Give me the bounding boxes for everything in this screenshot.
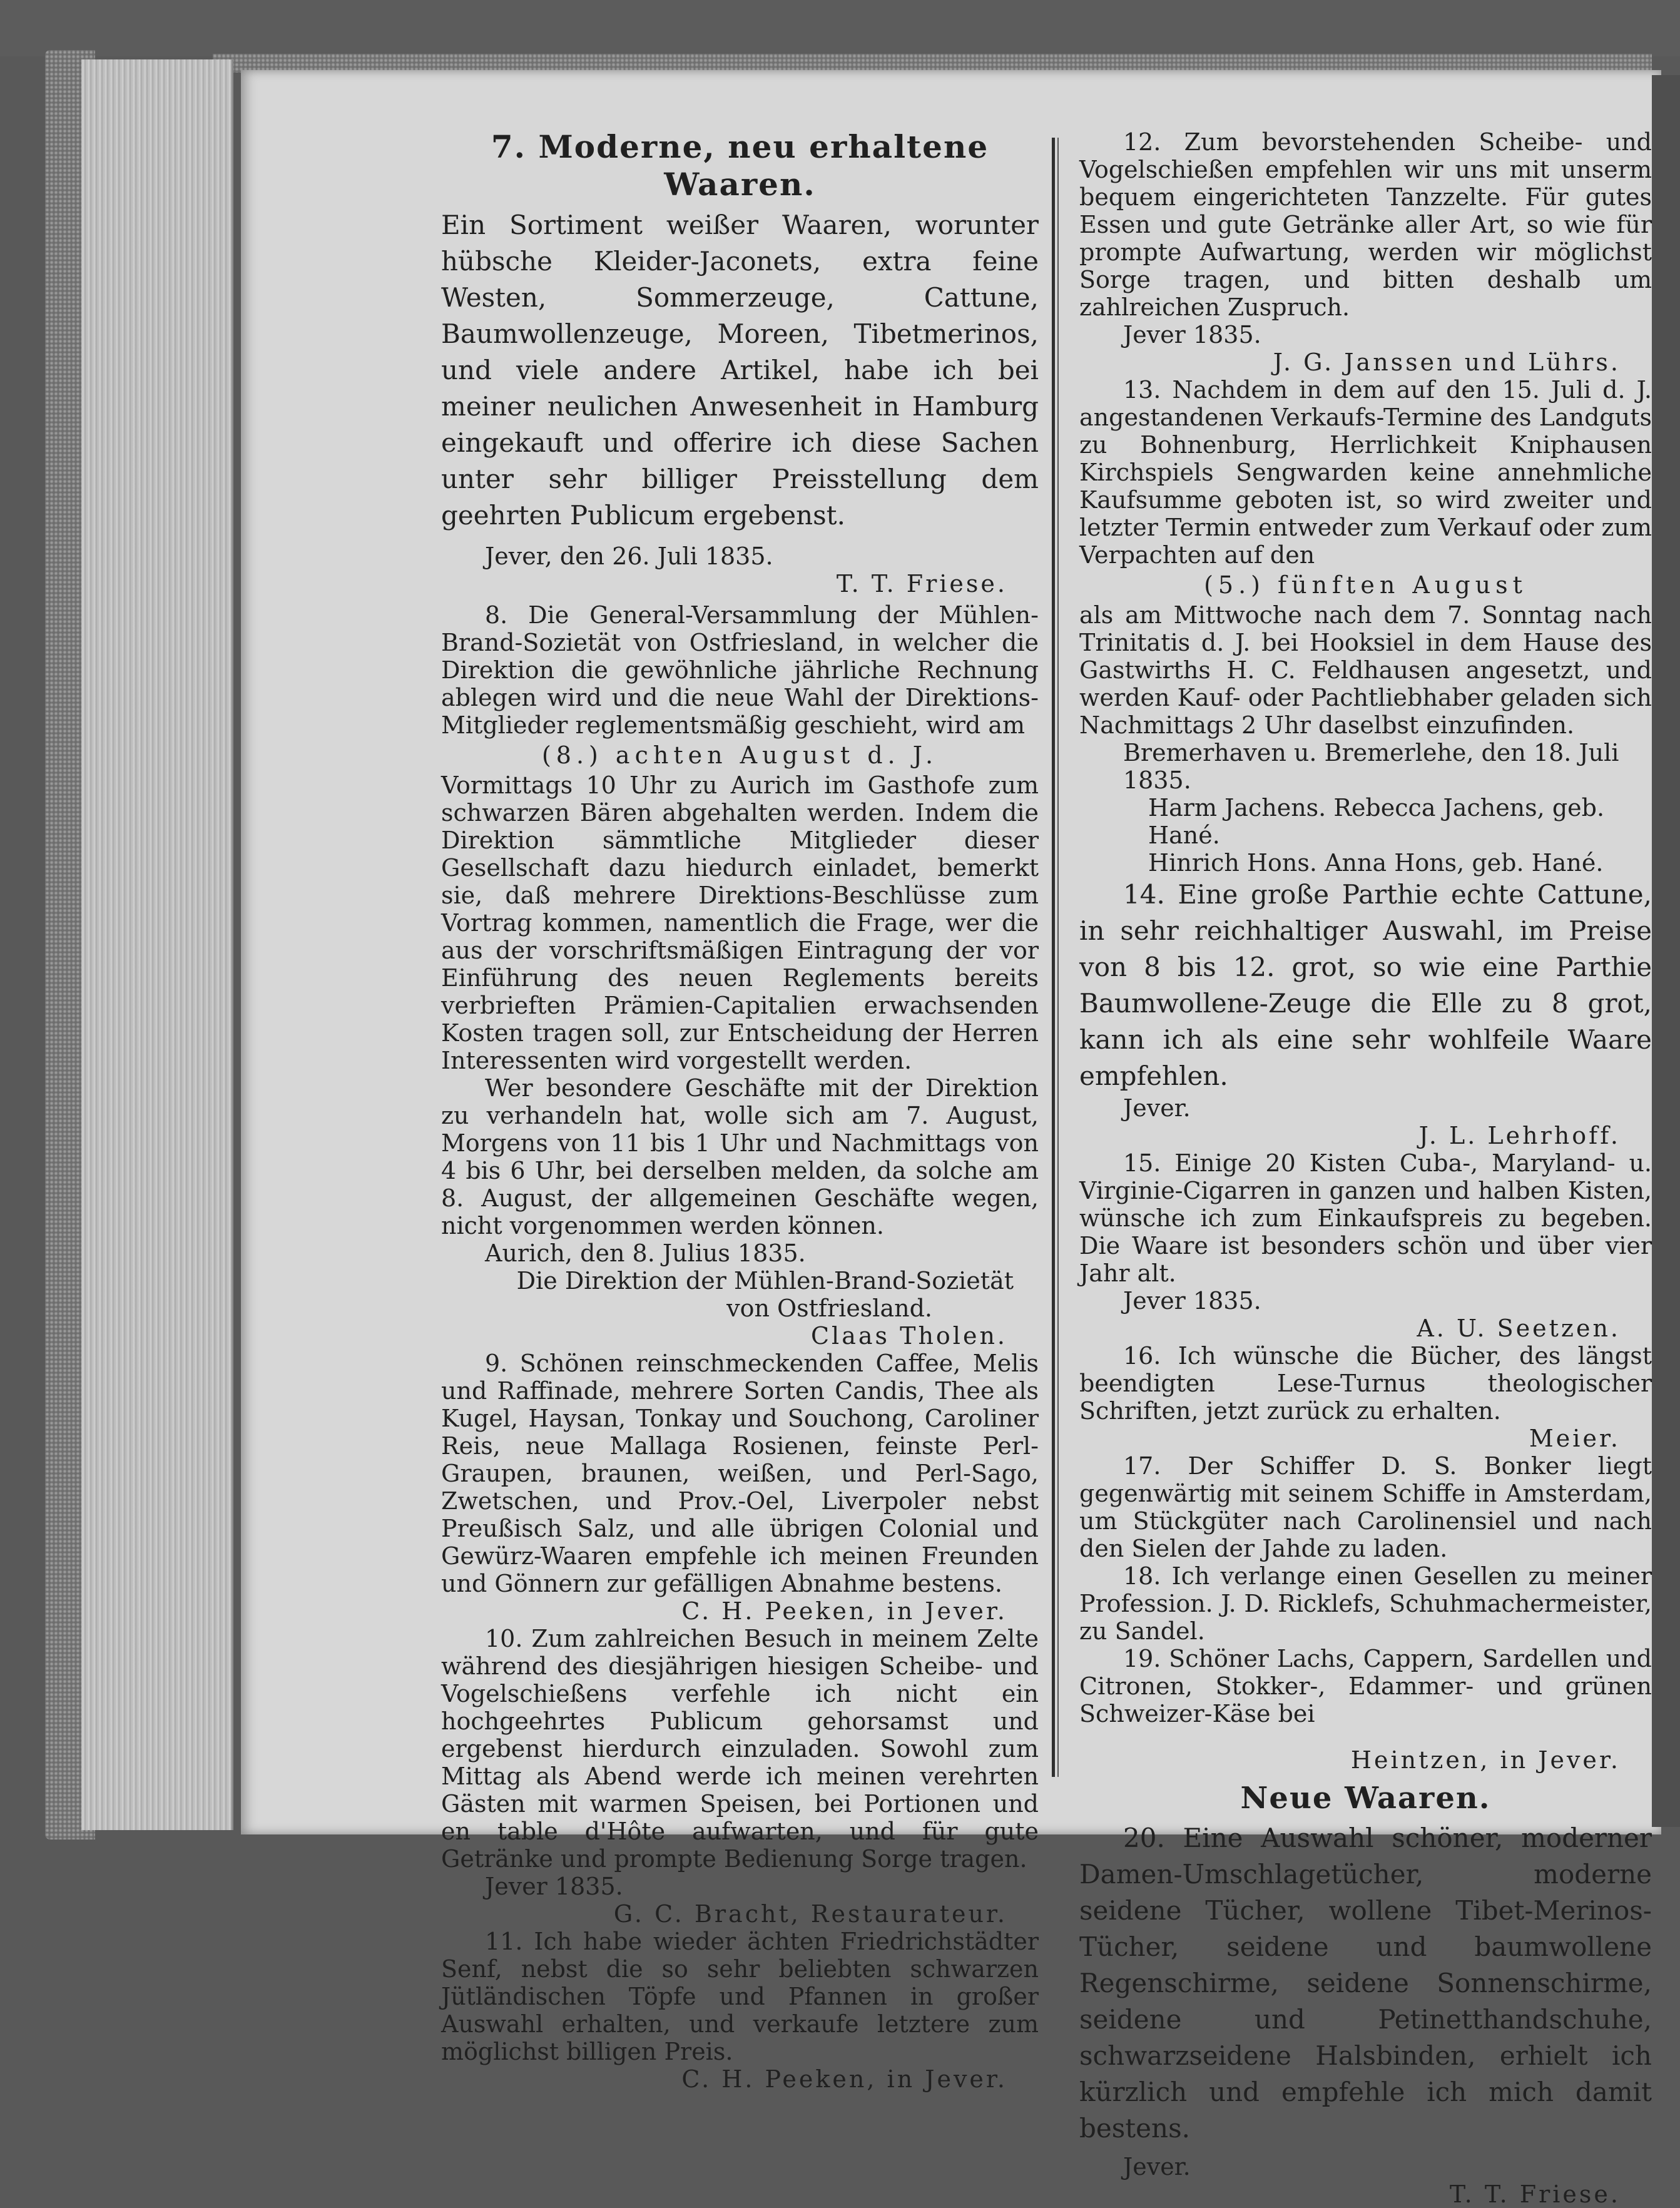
ad14-text: 14. Eine große Parthie echte Cattune, in sehr reichhaltiger Auswahl, im Preise von 8 bis 12. grot, so wie eine Parthie Baumwollene-Zeuge die Elle zu 8 grot, kann ich als eine sehr wohlfeile Waare empfehlen. — [1079, 879, 1652, 1091]
ad17-text: 17. Der Schiffer D. S. Bonker liegt gegenwärtig mit seinem Schiffe in Amsterdam, um Stückgüter nach Carolinensiel und nach den Sielen der Jahde zu laden. — [1079, 1452, 1652, 1562]
ad7-heading: 7. Moderne, neu erhaltene Waaren. — [491, 128, 989, 203]
ad13-signature-1: Harm Jachens. Rebecca Jachens, geb. Hané. — [1148, 794, 1605, 849]
ad16-text: 16. Ich wünsche die Bücher, des längst beendigten Lese-Turnus theologischer Schriften, jetzt zurück zu erhalten. — [1079, 1342, 1652, 1425]
column-divider-thin — [1057, 138, 1059, 1777]
ad9-text: 9. Schönen reinschmeckenden Caffee, Melis und Raffinade, mehrere Sorten Candis, Thee als Kugel, Haysan, Tonkay und Souchong, Caroliner Reis, neue Mallaga Rosienen, feinste Perl-Graupen, braunen, weißen, und Perl-Sago, Zwetschen, und Prov.-Oel, Liverpoler nebst Preußisch Salz, und alle übrigen Colonial und Gewürz-Waaren empfehle ich meinen Freunden und Gönnern zur gefälligen Abnahme bestens. — [441, 1350, 1039, 1597]
ad13-sale-date: (5.) fünften August — [1204, 571, 1527, 599]
ad19-signature: Heintzen, in Jever. — [1350, 1746, 1621, 1774]
ad15-text: 15. Einige 20 Kisten Cuba-, Maryland- u. Virginie-Cigarren in ganzen und halben Kisten, wünsche ich zum Einkaufspreis zu begeben. Die Waare ist besonders schön und über vier Jahr alt. — [1079, 1149, 1652, 1287]
ad7-signature: T. T. Friese. — [836, 570, 1007, 598]
ad12-date: Jever 1835. — [1123, 321, 1261, 348]
ad10-date: Jever 1835. — [485, 1873, 623, 1900]
ad15-date: Jever 1835. — [1123, 1287, 1261, 1315]
column-divider — [1052, 138, 1055, 1777]
ad8-signature-1: Die Direktion der Mühlen-Brand-Sozietät — [516, 1267, 1014, 1295]
ad9-signature: C. H. Peeken, in Jever. — [681, 1597, 1007, 1625]
ad8-text: 8. Die General-Versammlung der Mühlen-Brand-Sozietät von Ostfriesland, in welcher die Direktion die gewöhnliche jährliche Rechnung ablegen wird und die neue Wahl der Direktions-Mitglieder reglementsmäßig geschieht, wird am — [441, 601, 1039, 739]
ad8-signature-2: von Ostfriesland. — [726, 1295, 932, 1322]
ad18-text: 18. Ich verlange einen Gesellen zu meiner Profession. J. D. Ricklefs, Schuhmachermeister, zu Sandel. — [1079, 1562, 1652, 1645]
ad13-text: 13. Nachdem in dem auf den 15. Juli d. J. angestandenen Verkaufs-Termine des Landguts zu Bohnenburg, Herrlichkeit Kniphausen Kirchspiels Sengwarden keine annehmliche Kaufsumme geboten ist, so wird zweiter und letzter Termin entweder zum Verkauf oder zum Verpachten auf den — [1079, 376, 1652, 569]
ad12-signature: J. G. Janssen und Lührs. — [1273, 348, 1621, 376]
ad8-signature-3: Claas Tholen. — [810, 1322, 1007, 1350]
ad13-text-2: als am Mittwoche nach dem 7. Sonntag nach Trinitatis d. J. bei Hooksiel in dem Hause des Gastwirths H. C. Feldhausen angesetzt, und werden Kauf- oder Pachtliebhaber geladen sich Nachmittags 2 Uhr daselbst einzufinden. — [1079, 601, 1652, 739]
ad13-signature-2: Hinrich Hons. Anna Hons, geb. Hané. — [1148, 849, 1604, 877]
ad11-signature: C. H. Peeken, in Jever. — [681, 2065, 1007, 2093]
ad8-meeting-date: (8.) achten August d. J. — [541, 741, 939, 769]
ad7-text: Ein Sortiment weißer Waaren, worunter hübsche Kleider-Jaconets, extra feine Westen, Sommerzeuge, Cattune, Baumwollenzeuge, Moreen, Tibetmerinos, und viele andere Artikel, habe ich bei meiner neulichen Anwesenheit in Hamburg eingekauft und offerire ich diese Sachen unter sehr billiger Preisstellung dem geehrten Publicum ergebenst. — [441, 210, 1039, 531]
section-subheading: Neue Waaren. — [1240, 1781, 1491, 1816]
ad19-text: 19. Schöner Lachs, Cappern, Sardellen und Citronen, Stokker-, Edammer- und grünen Schweizer-Käse bei — [1079, 1645, 1652, 1727]
ad10-signature: G. C. Bracht, Restaurateur. — [613, 1900, 1007, 1928]
ad20-date: Jever. — [1123, 2153, 1191, 2180]
ad14-signature: J. L. Lehrhoff. — [1418, 1122, 1621, 1149]
ad12-text: 12. Zum bevorstehenden Scheibe- und Vogelschießen empfehlen wir uns mit unserm bequem eingerichteten Tanzzelte. Für gutes Essen und gute Getränke aller Art, so wie für prompte Aufwartung, werden wir möglichst Sorge tragen, und bitten deshalb um zahlreichen Zuspruch. — [1079, 128, 1652, 321]
ad10-text: 10. Zum zahlreichen Besuch in meinem Zelte während des diesjährigen hiesigen Scheibe- und Vogelschießens verfehle ich nicht ein hochgeehrtes Publicum gehorsamst und ergebenst hierdurch einzuladen. Sowohl zum Mittag als Abend werde ich meinen verehrten Gästen mit warmen Speisen, bei Portionen und en table d'Hôte aufwarten, und für gute Getränke und prompte Bedienung Sorge tragen. — [441, 1625, 1039, 1873]
scan-background — [0, 0, 1680, 56]
ad11-text: 11. Ich habe wieder ächten Friedrichstädter Senf, nebst die so sehr beliebten schwarzen Jütländischen Töpfe und Pfannen in großer Auswahl erhalten, und verkaufe letztere zum möglichst billigen Preis. — [441, 1928, 1039, 2065]
ad13-date: Bremerhaven u. Bremerlehe, den 18. Juli 1835. — [1123, 739, 1619, 794]
page-edges — [81, 59, 233, 1830]
ad15-signature: A. U. Seetzen. — [1417, 1315, 1621, 1342]
ad20-text: 20. Eine Auswahl schöner, moderner Damen-Umschlagetücher, moderne seidene Tücher, wollene Tibet-Merinos-Tücher, seidene und baumwollene Regenschirme, seidene Sonnenschirme, seidene und Petinetthandschuhe, schwarzseidene Halsbinden, erhielt ich kürzlich und empfehle ich mich damit bestens. — [1079, 1823, 1652, 2144]
ad8-date: Aurich, den 8. Julius 1835. — [485, 1239, 806, 1267]
ad16-signature: Meier. — [1529, 1425, 1621, 1452]
left-column — [441, 128, 1039, 2093]
ad20-signature: T. T. Friese. — [1449, 2180, 1621, 2208]
ad7-date: Jever, den 26. Juli 1835. — [485, 542, 773, 570]
right-column — [1079, 128, 1652, 2208]
ad14-date: Jever. — [1123, 1094, 1191, 1122]
ad8-text-2: Vormittags 10 Uhr zu Aurich im Gasthofe zum schwarzen Bären abgehalten werden. Indem die Direktion sämmtliche Mitglieder dieser Gesellschaft dazu hiedurch einladet, bemerkt sie, daß mehrere Direktions-Beschlüsse zum Vortrag kommen, namentlich die Frage, wer die aus der vorschriftsmäßigen Eintragung der vor Einführung des neuen Reglements bereits verbrieften Prämien-Capitalien erwachsenden Kosten tragen soll, zur Entscheidung der Herren Interessenten wird vorgestellt werden. — [441, 771, 1039, 1074]
ad8-text-3: Wer besondere Geschäfte mit der Direktion zu verhandeln hat, wolle sich am 7. August, Morgens von 11 bis 1 Uhr und Nachmittags von 4 bis 6 Uhr, bei derselben melden, da solche am 8. August, der allgemeinen Geschäfte wegen, nicht vorgenommen werden können. — [441, 1074, 1039, 1239]
page-right-shadow — [1652, 75, 1680, 1827]
